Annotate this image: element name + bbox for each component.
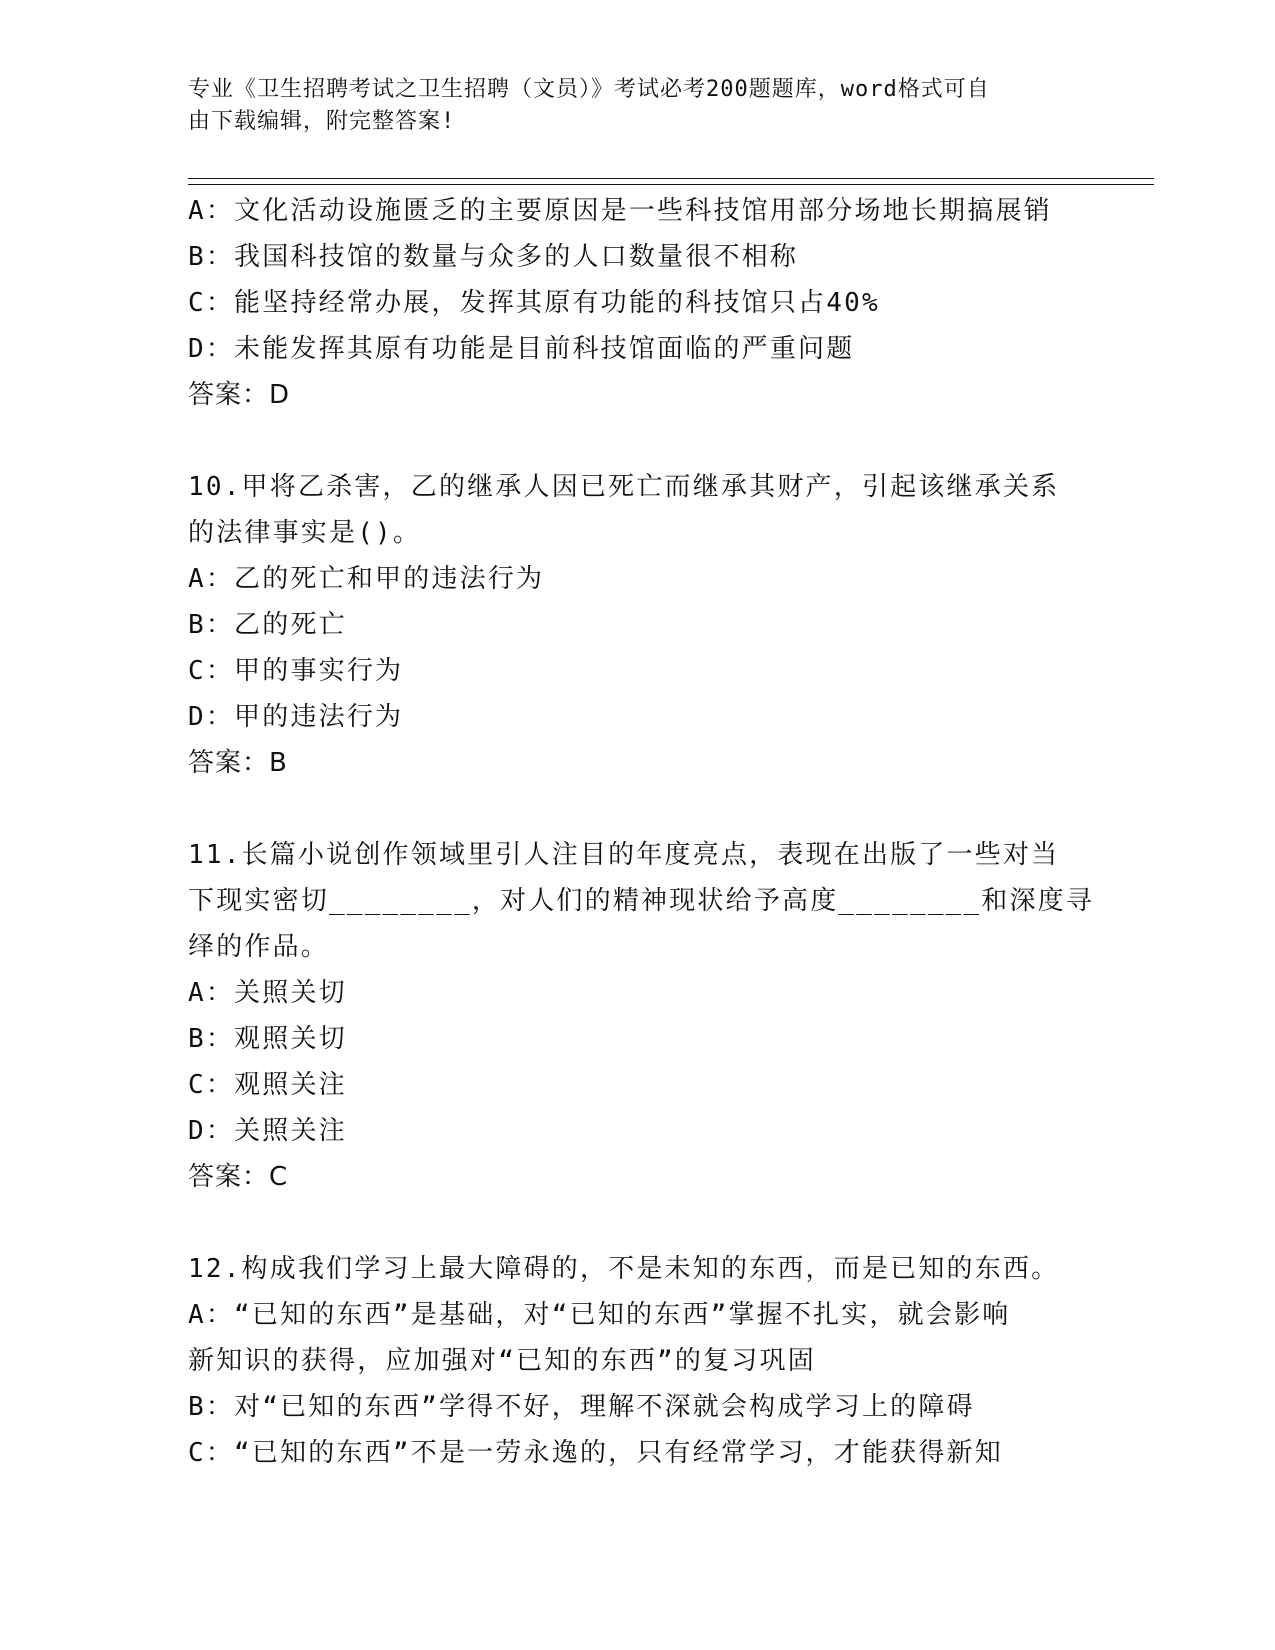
header-title-line-2: 由下载编辑，附完整答案! [188, 109, 456, 134]
option-d: D：甲的违法行为 [188, 702, 404, 732]
question-9 [188, 188, 1088, 418]
option-c: C：甲的事实行为 [188, 656, 404, 686]
option-b: B：我国科技馆的数量与众多的人口数量很不相称 [188, 242, 799, 272]
question-stem: 10.甲将乙杀害，乙的继承人因已死亡而继承其财产，引起该继承关系 [188, 472, 1060, 502]
header-divider-bottom [188, 184, 1154, 185]
option-a: A：乙的死亡和甲的违法行为 [188, 564, 545, 594]
option-c: C：“已知的东西”不是一劳永逸的，只有经常学习，才能获得新知 [188, 1438, 1003, 1468]
option-b: B：对“已知的东西”学得不好，理解不深就会构成学习上的障碍 [188, 1392, 975, 1422]
question-stem: 下现实密切________，对人们的精神现状给予高度________和深度寻 [188, 886, 1095, 916]
answer-line: 答案：C [188, 1162, 289, 1192]
question-11 [188, 832, 1095, 1200]
question-stem: 绎的作品。 [188, 932, 330, 962]
option-a: A：“已知的东西”是基础，对“已知的东西”掌握不扎实，就会影响 [188, 1300, 1011, 1330]
answer-line: 答案：B [188, 748, 288, 778]
spacer [188, 1200, 1088, 1246]
document-header [188, 74, 1088, 138]
option-a: A：关照关切 [188, 978, 347, 1008]
spacer [188, 786, 1088, 832]
header-title-line-1: 专业《卫生招聘考试之卫生招聘（文员）》考试必考200题题库，word格式可自 [188, 77, 990, 102]
question-stem: 的法律事实是()。 [188, 518, 422, 548]
question-list [188, 188, 1095, 1476]
question-12 [188, 1246, 1088, 1476]
question-stem: 11.长篇小说创作领域里引人注目的年度亮点，表现在出版了一些对当 [188, 840, 1060, 870]
option-b: B：乙的死亡 [188, 610, 347, 640]
header-divider-top [188, 178, 1154, 179]
option-d: D：未能发挥其原有功能是目前科技馆面临的严重问题 [188, 334, 855, 364]
spacer [188, 418, 1088, 464]
option-a-continued: 新知识的获得，应加强对“已知的东西”的复习巩固 [188, 1346, 816, 1376]
option-c: C：能坚持经常办展，发挥其原有功能的科技馆只占40% [188, 288, 880, 318]
option-a: A：文化活动设施匮乏的主要原因是一些科技馆用部分场地长期搞展销 [188, 196, 1052, 226]
answer-line: 答案：D [188, 380, 291, 410]
question-10 [188, 464, 1088, 786]
question-stem: 12.构成我们学习上最大障碍的，不是未知的东西，而是已知的东西。 [188, 1254, 1060, 1284]
option-b: B：观照关切 [188, 1024, 347, 1054]
option-d: D：关照关注 [188, 1116, 347, 1146]
option-c: C：观照关注 [188, 1070, 347, 1100]
